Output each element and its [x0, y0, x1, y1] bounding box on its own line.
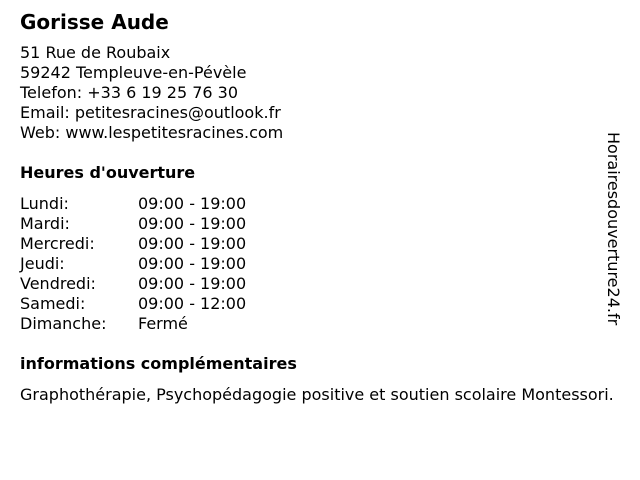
day-hours: 09:00 - 19:00	[138, 214, 247, 233]
day-hours: Fermé	[138, 314, 188, 333]
web-line: Web: www.lespetitesracines.com	[20, 123, 284, 142]
hours-row-friday	[20, 274, 300, 294]
phone-line: Telefon: +33 6 19 25 76 30	[20, 83, 239, 102]
site-watermark: Horairesdouverture24.fr	[604, 132, 623, 326]
opening-hours-list	[20, 194, 300, 334]
street-address: 51 Rue de Roubaix	[20, 43, 171, 62]
city-address: 59242 Templeuve-en-Pévèle	[20, 63, 247, 82]
hours-row-thursday	[20, 254, 300, 274]
hours-row-saturday	[20, 294, 300, 314]
day-hours: 09:00 - 19:00	[138, 254, 247, 273]
day-label: Lundi:	[20, 194, 69, 213]
day-hours: 09:00 - 12:00	[138, 294, 247, 313]
day-label: Mercredi:	[20, 234, 95, 253]
contact-block	[20, 43, 283, 143]
day-hours: 09:00 - 19:00	[138, 274, 247, 293]
day-label: Dimanche:	[20, 314, 107, 333]
hours-row-tuesday	[20, 214, 300, 234]
day-label: Mardi:	[20, 214, 70, 233]
hours-row-monday	[20, 194, 300, 214]
day-label: Jeudi:	[20, 254, 65, 273]
email-line: Email: petitesracines@outlook.fr	[20, 103, 281, 122]
opening-hours-heading: Heures d'ouverture	[20, 163, 196, 182]
day-hours: 09:00 - 19:00	[138, 234, 247, 253]
business-name: Gorisse Aude	[20, 10, 169, 34]
hours-row-wednesday	[20, 234, 300, 254]
additional-info-text: Graphothérapie, Psychopédagogie positive et soutien scolaire Montessori.	[20, 385, 614, 404]
day-hours: 09:00 - 19:00	[138, 194, 247, 213]
additional-info-heading: informations complémentaires	[20, 354, 297, 373]
hours-row-sunday	[20, 314, 300, 334]
day-label: Samedi:	[20, 294, 86, 313]
day-label: Vendredi:	[20, 274, 96, 293]
